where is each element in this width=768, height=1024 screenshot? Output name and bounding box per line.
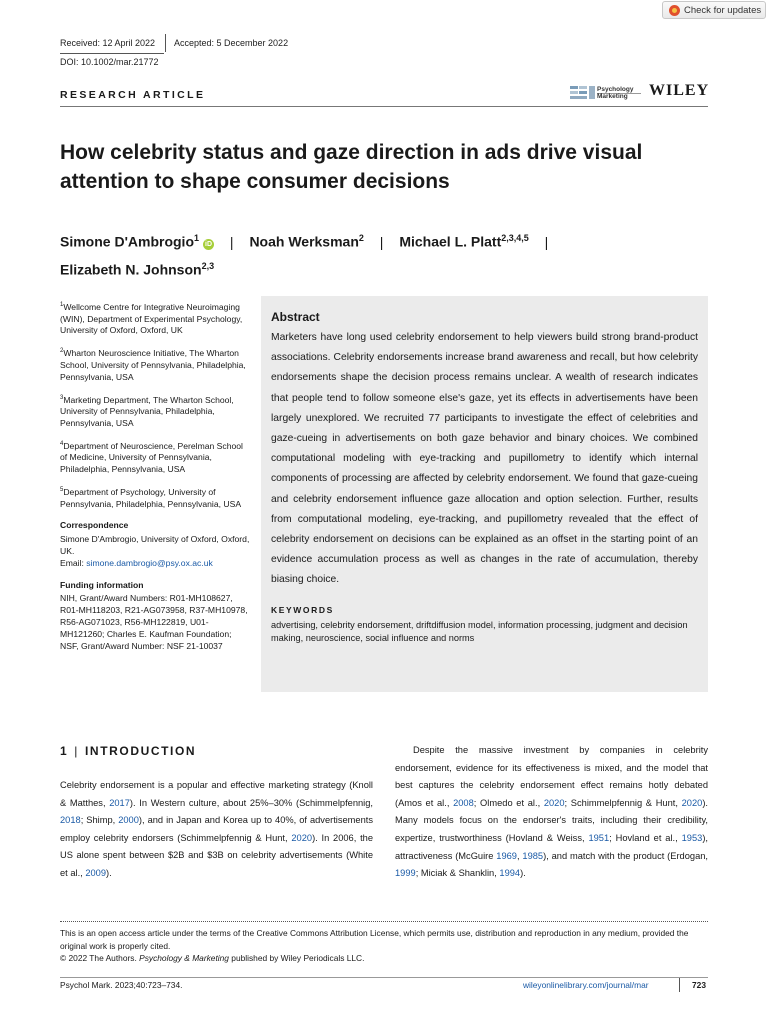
- svg-text:Marketing: Marketing: [597, 93, 628, 100]
- funding-text: NIH, Grant/Award Numbers: R01-MH108627, R01-MH118203, R21-AG073958, R37-MH10978, R56-AG071023, R56-MH122819, U01-MH121260; Charles E. Kaufman Foundation; NSF, Grant/Award Number: NSF 21-10037: [60, 593, 248, 651]
- journal-url-link[interactable]: wileyonlinelibrary.com/journal/mar: [523, 980, 649, 990]
- abstract-heading: Abstract: [271, 310, 320, 324]
- received-date: Received: 12 April 2022: [60, 38, 156, 48]
- body-text: ). In Western culture, about 25%–30% (Schimmelpfennig,: [129, 797, 373, 808]
- author-separator: |: [229, 233, 234, 250]
- author-list: [60, 226, 710, 281]
- author-separator: |: [379, 233, 384, 250]
- author-affiliation: 1: [194, 233, 200, 243]
- author-separator: |: [544, 233, 549, 250]
- footer-separator: [679, 978, 680, 992]
- article-title: How celebrity status and gaze direction in ads drive visual attention to shape consumer decisions: [60, 141, 643, 193]
- author-name[interactable]: Simone D'Ambrogio: [60, 233, 194, 250]
- article-type: RESEARCH ARTICLE: [60, 89, 206, 101]
- keywords-text: advertising, celebrity endorsement, driftdiffusion model, information processing, judgment and decision making, neuroscience, social influence and norms: [271, 619, 688, 644]
- body-text: ; Miciak & Shanklin,: [415, 868, 500, 879]
- citation-link[interactable]: 1999: [395, 868, 416, 879]
- page-number: 723: [692, 980, 706, 990]
- body-text: ). In 2006, the US alone spent between $2B and $3B on celebrity advertisements (White et al.,: [60, 832, 373, 878]
- citation-link[interactable]: 2009: [85, 867, 107, 878]
- body-text: ), and in Japan and Korea up to 40%, of advertisements employ celebrity endorsers (Schimmelpfennig & Hunt,: [60, 815, 373, 843]
- body-text: ). Many models focus on the endorser's traits, including their credibility, expertize, trustworthiness (Hovland & Weiss,: [395, 797, 708, 843]
- author-name[interactable]: Michael L. Platt: [399, 233, 502, 250]
- check-for-updates-icon: [669, 5, 680, 16]
- author-affiliation: 2,3,4,5: [501, 233, 529, 243]
- svg-text:Psychology: Psychology: [597, 86, 634, 93]
- psychology-marketing-logo: [570, 82, 642, 100]
- body-text: ).: [106, 867, 112, 878]
- title-rule: [60, 106, 708, 107]
- citation-link[interactable]: 2017: [109, 797, 130, 808]
- affiliation: $^5$Department of Psychology, University of Pennsylvania, Philadelphia, Pennsylvania, USA: [60, 486, 242, 509]
- license-divider: [60, 921, 708, 922]
- body-text: ; Shimp,: [80, 815, 119, 826]
- author-name[interactable]: Noah Werksman: [249, 233, 359, 250]
- footer-rule: [60, 977, 708, 978]
- correspondence-heading: Correspondence: [60, 520, 129, 531]
- correspondence-text: Simone D'Ambrogio, University of Oxford, Oxford, UK. Email: simone.dambrogio@psy.ox.ac.uk: [60, 534, 250, 568]
- funding-heading: Funding information: [60, 579, 144, 590]
- email-link[interactable]: simone.dambrogio@psy.ox.ac.uk: [86, 557, 213, 568]
- citation-link[interactable]: 2018: [60, 815, 81, 826]
- citation-link[interactable]: 2020: [543, 797, 565, 808]
- body-paragraph: [60, 777, 373, 883]
- citation-link[interactable]: 1969: [496, 850, 517, 861]
- body-text: Celebrity endorsement is a popular and effective marketing strategy (Knoll & Matthes,: [60, 780, 373, 808]
- author-affiliation: 2: [358, 233, 364, 243]
- journal-citation: Psychol Mark. 2023;40:723–734.: [60, 980, 183, 990]
- citation-link[interactable]: 1951: [588, 832, 610, 843]
- check-for-updates-label: Check for updates: [684, 4, 762, 16]
- body-text: ; Olmedo et al.,: [473, 797, 544, 808]
- body-text: Despite the massive investment by companies in celebrity endorsement, evidence for its effectiveness is mixed, and the model that best captures the celebrity endorsement effect remains hotly debated (Amos et al.,: [395, 745, 708, 808]
- author-affiliation: 2,3: [201, 260, 215, 271]
- header-separator: [165, 34, 166, 52]
- body-text: ), and match with the product (Erdogan,: [543, 850, 708, 861]
- accepted-date: Accepted: 5 December 2022: [174, 38, 289, 48]
- license-notice: [60, 927, 708, 965]
- affiliation: $^1$Wellcome Centre for Integrative Neuroimaging (WIN), Department of Experimental Psychology, University of Oxford, Oxford, UK: [60, 301, 243, 336]
- body-text: ), attractiveness (McGuire: [395, 832, 708, 861]
- wiley-logo: WILEY: [649, 82, 710, 99]
- citation-link[interactable]: 1985: [522, 850, 544, 861]
- doi[interactable]: DOI: 10.1002/mar.21772: [60, 57, 159, 67]
- affiliation: $^4$Department of Neuroscience, Perelman School of Medicine, University of Pennsylvania, Philadelphia, Pennsylvania, USA: [60, 440, 243, 475]
- body-paragraph: [395, 742, 708, 883]
- abstract-box: [261, 296, 708, 692]
- citation-link[interactable]: 2020: [291, 832, 313, 843]
- author-name[interactable]: Elizabeth N. Johnson: [60, 261, 202, 278]
- header-rule: [60, 53, 164, 54]
- orcid-icon[interactable]: iD: [205, 240, 213, 248]
- body-text: ; Schimmelpfennig & Hunt,: [564, 797, 682, 808]
- affiliations-column: [60, 300, 250, 661]
- body-text: ; Hovland et al.,: [609, 832, 682, 843]
- citation-link[interactable]: 1953: [681, 832, 703, 843]
- abstract-text: Marketers have long used celebrity endorsement to help viewers build strong brand-product associations. Celebrity endorsements increase brand awareness and recall, but how celebrity endorsements shape the decision process remains unclear. A wealth of research indicates that people tend to follow someone else's gaze, yet its effects in advertisements have been largely unexplored. We recruited 77 participants to investigate the effect of celebrities and gaze-cueing in advertisements on both gaze behavior and binary choices. We combined computational modeling with eye-tracking and pupillometry to identify which internal components of processing are affected by celebrity endorsement. We found that gaze-cueing and celebrity endorsement influence gaze allocation and option selection. Further, results from computational modeling, eye-tracking, and pupillometry revealed that the effect of celebrity endorsement on decisions can be explained as an offset in the starting point of an evidence accumulation process as well as changes in the rate of accumulation, thereby biasing choice.: [271, 332, 698, 586]
- citation-link[interactable]: 2020: [681, 797, 703, 808]
- citation-link[interactable]: 2000: [118, 815, 139, 826]
- section-heading: 1 | INTRODUCTION: [60, 744, 197, 758]
- keywords-heading: KEYWORDS: [271, 604, 334, 615]
- copyright-text: © 2022 The Authors. Psychology & Marketing published by Wiley Periodicals LLC.: [60, 953, 365, 964]
- body-text: ).: [520, 868, 526, 879]
- check-for-updates-button[interactable]: [662, 1, 766, 19]
- body-text: ,: [516, 850, 523, 861]
- citation-link[interactable]: 2008: [453, 797, 474, 808]
- affiliation: $^3$Marketing Department, The Wharton School, University of Pennsylvania, Philadelphia, Pennsylvania, USA: [60, 394, 234, 428]
- affiliation: $^2$Wharton Neuroscience Initiative, The Wharton School, University of Pennsylvania, Philadelphia, Pennsylvania, USA: [60, 348, 246, 382]
- citation-link[interactable]: 1994: [499, 868, 521, 879]
- license-text: This is an open access article under the terms of the Creative Commons Attribution License, which permits use, distribution and reproduction in any medium, provided the original work is properly cited.: [60, 928, 689, 951]
